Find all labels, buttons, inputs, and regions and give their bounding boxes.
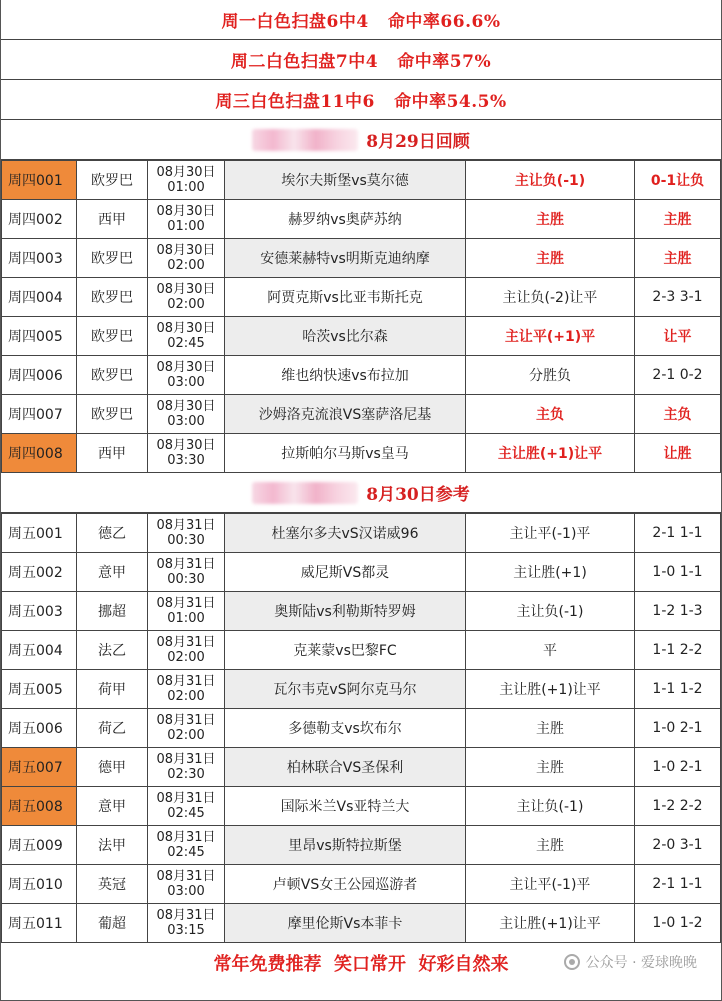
pick-cell: 主让胜(+1)让平: [466, 670, 635, 709]
match-cell: 杜塞尔多夫vS汉诺威96: [225, 514, 466, 553]
kickoff-date: 08月30日: [156, 165, 216, 180]
pick-cell: 主让负(-1): [466, 161, 635, 200]
banner-tuesday: 周二白色扫盘7中4 命中率57%: [1, 40, 721, 80]
wechat-icon: [564, 954, 580, 970]
match-cell: 国际米兰Vs亚特兰大: [225, 787, 466, 826]
league-cell: 荷甲: [77, 670, 148, 709]
pick-cell: 主让胜(+1): [466, 553, 635, 592]
match-id-cell: 周五003: [2, 592, 77, 631]
kickoff-date: 08月30日: [156, 399, 216, 414]
section-reference-header: [1, 473, 721, 513]
section-review-title: 8月29日回顾: [366, 132, 470, 152]
kickoff-time: 01:00: [167, 219, 205, 234]
banner-wednesday: 周三白色扫盘11中6 命中率54.5%: [1, 80, 721, 120]
review-table: [1, 160, 721, 473]
match-id-cell: 周五010: [2, 865, 77, 904]
table-row: [2, 395, 721, 434]
table-row: [2, 239, 721, 278]
league-cell: 德乙: [77, 514, 148, 553]
match-cell: 拉斯帕尔马斯vs皇马: [225, 434, 466, 473]
league-cell: 意甲: [77, 787, 148, 826]
kickoff-date: 08月30日: [156, 204, 216, 219]
match-cell: 摩里伦斯Vs本菲卡: [225, 904, 466, 943]
pick-cell: 主让负(-2)让平: [466, 278, 635, 317]
result-cell: 0-1让负: [635, 161, 721, 200]
match-id-cell: 周五002: [2, 553, 77, 592]
kickoff-date: 08月31日: [156, 557, 216, 572]
table-row: [2, 200, 721, 239]
match-cell: 哈茨vs比尔森: [225, 317, 466, 356]
pick-cell: 主负: [466, 395, 635, 434]
league-cell: 西甲: [77, 200, 148, 239]
kickoff-time: 02:00: [167, 258, 205, 273]
table-row: [2, 748, 721, 787]
blurred-text: [252, 129, 358, 151]
result-cell: 1-0 2-1: [635, 748, 721, 787]
kickoff-time: 03:15: [167, 923, 205, 938]
kickoff-cell: [148, 200, 225, 239]
match-cell: 威尼斯VS都灵: [225, 553, 466, 592]
league-cell: 欧罗巴: [77, 356, 148, 395]
kickoff-time: 00:30: [167, 572, 205, 587]
kickoff-time: 01:00: [167, 611, 205, 626]
league-cell: 德甲: [77, 748, 148, 787]
kickoff-cell: [148, 709, 225, 748]
table-row: [2, 161, 721, 200]
kickoff-cell: [148, 631, 225, 670]
kickoff-date: 08月30日: [156, 438, 216, 453]
table-row: [2, 826, 721, 865]
match-cell: 赫罗纳vs奥萨苏纳: [225, 200, 466, 239]
kickoff-date: 08月31日: [156, 518, 216, 533]
table-row: [2, 592, 721, 631]
match-id-cell: 周四006: [2, 356, 77, 395]
result-cell: 1-2 2-2: [635, 787, 721, 826]
result-cell: 2-3 3-1: [635, 278, 721, 317]
result-cell: 主负: [635, 395, 721, 434]
kickoff-cell: [148, 592, 225, 631]
result-cell: 1-1 2-2: [635, 631, 721, 670]
kickoff-cell: [148, 826, 225, 865]
kickoff-date: 08月30日: [156, 360, 216, 375]
footer-slogan: 常年免费推荐 笑口常开 好彩自然来: [213, 953, 509, 975]
kickoff-time: 03:00: [167, 375, 205, 390]
kickoff-date: 08月31日: [156, 791, 216, 806]
match-cell: 安德莱赫特vs明斯克迪纳摩: [225, 239, 466, 278]
pick-cell: 主让平(-1)平: [466, 865, 635, 904]
banner-monday: 周一白色扫盘6中4 命中率66.6%: [1, 0, 721, 40]
league-cell: 荷乙: [77, 709, 148, 748]
result-cell: 主胜: [635, 239, 721, 278]
kickoff-date: 08月30日: [156, 243, 216, 258]
kickoff-date: 08月31日: [156, 713, 216, 728]
table-row: [2, 434, 721, 473]
league-cell: 意甲: [77, 553, 148, 592]
kickoff-date: 08月31日: [156, 596, 216, 611]
section-reference-title: 8月30日参考: [366, 485, 470, 505]
table-row: [2, 317, 721, 356]
kickoff-time: 02:30: [167, 767, 205, 782]
league-cell: 欧罗巴: [77, 161, 148, 200]
result-cell: 主胜: [635, 200, 721, 239]
kickoff-cell: [148, 278, 225, 317]
kickoff-time: 02:45: [167, 336, 205, 351]
kickoff-cell: [148, 553, 225, 592]
result-cell: 2-1 1-1: [635, 865, 721, 904]
result-cell: 让胜: [635, 434, 721, 473]
match-id-cell: 周四008: [2, 434, 77, 473]
watermark-text: 公众号 · 爱球晚晚: [585, 955, 697, 971]
watermark: [564, 952, 697, 972]
table-row: [2, 709, 721, 748]
match-id-cell: 周四003: [2, 239, 77, 278]
kickoff-time: 00:30: [167, 533, 205, 548]
league-cell: 法甲: [77, 826, 148, 865]
table-row: [2, 553, 721, 592]
league-cell: 葡超: [77, 904, 148, 943]
kickoff-time: 03:00: [167, 414, 205, 429]
match-id-cell: 周五005: [2, 670, 77, 709]
league-cell: 西甲: [77, 434, 148, 473]
match-cell: 奥斯陆vs利勒斯特罗姆: [225, 592, 466, 631]
table-row: [2, 865, 721, 904]
pick-cell: 分胜负: [466, 356, 635, 395]
match-id-cell: 周四001: [2, 161, 77, 200]
match-cell: 维也纳快速vs布拉加: [225, 356, 466, 395]
table-row: [2, 356, 721, 395]
kickoff-cell: [148, 434, 225, 473]
league-cell: 欧罗巴: [77, 317, 148, 356]
match-cell: 卢顿VS女王公园巡游者: [225, 865, 466, 904]
match-id-cell: 周五007: [2, 748, 77, 787]
match-id-cell: 周五009: [2, 826, 77, 865]
kickoff-time: 02:00: [167, 650, 205, 665]
reference-table: [1, 513, 721, 943]
kickoff-cell: [148, 670, 225, 709]
kickoff-cell: [148, 904, 225, 943]
pick-cell: 主胜: [466, 709, 635, 748]
kickoff-date: 08月30日: [156, 321, 216, 336]
kickoff-time: 02:00: [167, 689, 205, 704]
kickoff-cell: [148, 395, 225, 434]
match-id-cell: 周五006: [2, 709, 77, 748]
kickoff-date: 08月31日: [156, 869, 216, 884]
kickoff-date: 08月31日: [156, 674, 216, 689]
match-cell: 瓦尔韦克vS阿尔克马尔: [225, 670, 466, 709]
pick-cell: 主胜: [466, 239, 635, 278]
kickoff-cell: [148, 748, 225, 787]
match-id-cell: 周五008: [2, 787, 77, 826]
pick-cell: 主让平(+1)平: [466, 317, 635, 356]
kickoff-cell: [148, 514, 225, 553]
kickoff-time: 03:00: [167, 884, 205, 899]
league-cell: 英冠: [77, 865, 148, 904]
match-cell: 里昂vs斯特拉斯堡: [225, 826, 466, 865]
kickoff-cell: [148, 239, 225, 278]
kickoff-date: 08月30日: [156, 282, 216, 297]
match-cell: 柏林联合VS圣保利: [225, 748, 466, 787]
pick-cell: 主胜: [466, 748, 635, 787]
result-cell: 1-1 1-2: [635, 670, 721, 709]
footer: [1, 943, 721, 982]
result-cell: 1-2 1-3: [635, 592, 721, 631]
pick-cell: 主让负(-1): [466, 592, 635, 631]
league-cell: 法乙: [77, 631, 148, 670]
result-cell: 1-0 2-1: [635, 709, 721, 748]
kickoff-time: 02:45: [167, 845, 205, 860]
kickoff-time: 02:45: [167, 806, 205, 821]
match-id-cell: 周五001: [2, 514, 77, 553]
kickoff-date: 08月31日: [156, 830, 216, 845]
kickoff-cell: [148, 787, 225, 826]
kickoff-cell: [148, 317, 225, 356]
result-cell: 让平: [635, 317, 721, 356]
kickoff-date: 08月31日: [156, 908, 216, 923]
result-cell: 2-1 0-2: [635, 356, 721, 395]
match-id-cell: 周四004: [2, 278, 77, 317]
table-row: [2, 278, 721, 317]
match-id-cell: 周五004: [2, 631, 77, 670]
result-cell: 1-0 1-1: [635, 553, 721, 592]
pick-cell: 主让胜(+1)让平: [466, 434, 635, 473]
pick-cell: 主让负(-1): [466, 787, 635, 826]
kickoff-cell: [148, 865, 225, 904]
match-cell: 克莱蒙vs巴黎FC: [225, 631, 466, 670]
match-id-cell: 周四007: [2, 395, 77, 434]
match-cell: 埃尔夫斯堡vs莫尔德: [225, 161, 466, 200]
table-row: [2, 904, 721, 943]
match-cell: 多德勒支vs坎布尔: [225, 709, 466, 748]
pick-cell: 主胜: [466, 826, 635, 865]
result-cell: 2-0 3-1: [635, 826, 721, 865]
kickoff-cell: [148, 356, 225, 395]
pick-cell: 平: [466, 631, 635, 670]
match-id-cell: 周五011: [2, 904, 77, 943]
league-cell: 挪超: [77, 592, 148, 631]
result-cell: 1-0 1-2: [635, 904, 721, 943]
result-cell: 2-1 1-1: [635, 514, 721, 553]
kickoff-cell: [148, 161, 225, 200]
league-cell: 欧罗巴: [77, 395, 148, 434]
match-id-cell: 周四005: [2, 317, 77, 356]
league-cell: 欧罗巴: [77, 278, 148, 317]
match-cell: 沙姆洛克流浪VS塞萨洛尼基: [225, 395, 466, 434]
section-review-header: [1, 120, 721, 160]
pick-cell: 主胜: [466, 200, 635, 239]
kickoff-date: 08月31日: [156, 635, 216, 650]
kickoff-time: 01:00: [167, 180, 205, 195]
kickoff-time: 02:00: [167, 297, 205, 312]
table-row: [2, 631, 721, 670]
kickoff-time: 03:30: [167, 453, 205, 468]
table-row: [2, 670, 721, 709]
table-row: [2, 787, 721, 826]
pick-cell: 主让平(-1)平: [466, 514, 635, 553]
pick-cell: 主让胜(+1)让平: [466, 904, 635, 943]
kickoff-date: 08月31日: [156, 752, 216, 767]
match-cell: 阿贾克斯vs比亚韦斯托克: [225, 278, 466, 317]
blurred-text: [252, 482, 358, 504]
table-row: [2, 514, 721, 553]
match-id-cell: 周四002: [2, 200, 77, 239]
league-cell: 欧罗巴: [77, 239, 148, 278]
kickoff-time: 02:00: [167, 728, 205, 743]
